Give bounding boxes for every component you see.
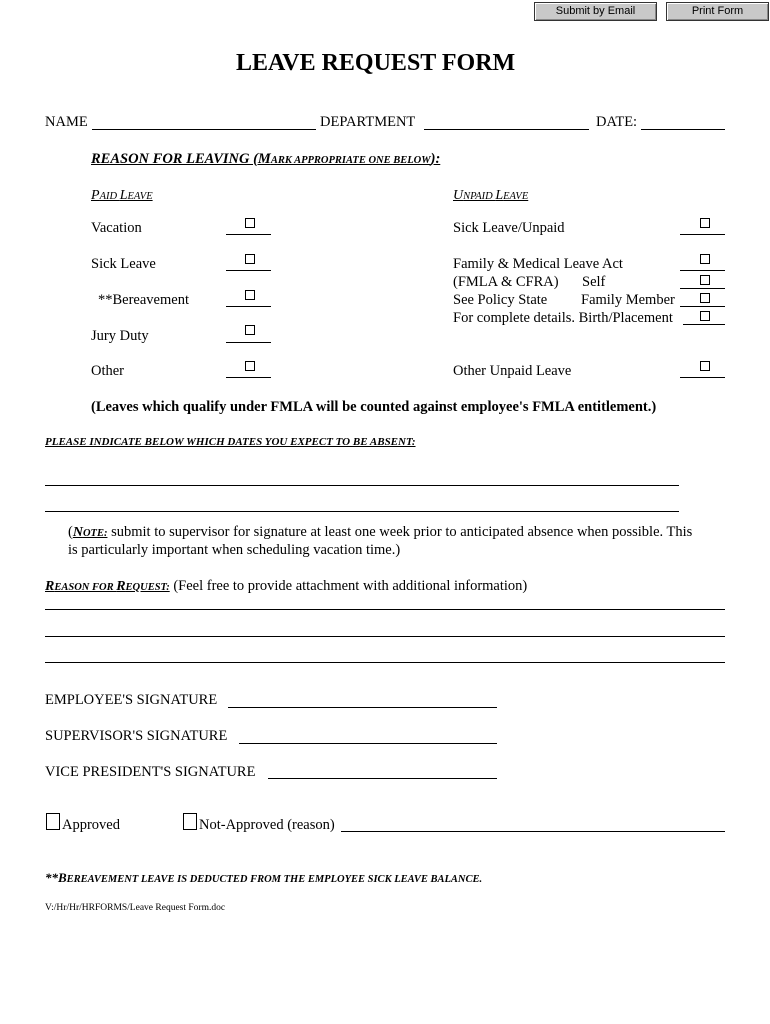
dates-line-1[interactable] xyxy=(45,485,679,486)
vacation-line xyxy=(226,234,271,235)
dates-line-2[interactable] xyxy=(45,511,679,512)
fmla-line-4: For complete details. Birth/Placement xyxy=(453,310,673,326)
print-form-button[interactable]: Print Form xyxy=(666,2,769,21)
bereavement-note: **BEREAVEMENT LEAVE IS DEDUCTED FROM THE EMPLOYEE SICK LEAVE BALANCE. xyxy=(45,870,483,885)
vp-signature-label: VICE PRESIDENT'S SIGNATURE xyxy=(45,764,256,780)
paid-item-other: Other xyxy=(91,363,125,379)
reason-for-request: REASON FOR REQUEST: (Feel free to provide attachment with additional information) xyxy=(45,578,528,594)
vp-signature-field[interactable] xyxy=(268,778,497,779)
approved-label: Approved xyxy=(62,817,120,833)
page-title: LEAVE REQUEST FORM xyxy=(236,50,516,76)
date-label: DATE: xyxy=(596,114,638,130)
family-member-line xyxy=(680,306,725,307)
footer-path: V:/Hr/Hr/HRFORMS/Leave Request Form.doc xyxy=(45,903,226,913)
name-label: NAME xyxy=(45,114,88,130)
other-unpaid-checkbox[interactable] xyxy=(700,361,710,371)
other-unpaid-line xyxy=(680,377,725,378)
date-field[interactable] xyxy=(641,129,725,130)
paid-item-jury-duty: Jury Duty xyxy=(91,328,149,344)
unpaid-item-sick: Sick Leave/Unpaid xyxy=(453,220,565,236)
family-member-label: Family Member xyxy=(581,292,675,308)
paid-item-sick-leave: Sick Leave xyxy=(91,256,156,272)
jury-duty-line xyxy=(226,342,271,343)
employee-signature-field[interactable] xyxy=(228,707,497,708)
fmla-line-1: Family & Medical Leave Act xyxy=(453,256,623,272)
supervisor-signature-field[interactable] xyxy=(239,743,497,744)
approved-checkbox[interactable] xyxy=(46,813,60,830)
not-approved-reason-field[interactable] xyxy=(341,831,725,832)
birth-placement-line xyxy=(683,324,725,325)
note-line-2: is particularly important when scheduling vacation time.) xyxy=(68,542,401,558)
fmla-checkbox[interactable] xyxy=(700,254,710,264)
paid-leave-heading: PAID LEAVE xyxy=(91,188,153,203)
unpaid-item-other: Other Unpaid Leave xyxy=(453,363,572,379)
not-approved-checkbox[interactable] xyxy=(183,813,197,830)
vacation-checkbox[interactable] xyxy=(245,218,255,228)
fmla-line-2: (FMLA & CFRA) xyxy=(453,274,559,290)
reason-line-3[interactable] xyxy=(45,662,725,663)
sick-unpaid-checkbox[interactable] xyxy=(700,218,710,228)
paid-item-vacation: Vacation xyxy=(91,220,142,236)
supervisor-signature-label: SUPERVISOR'S SIGNATURE xyxy=(45,728,228,744)
fmla-line xyxy=(680,270,725,271)
jury-duty-checkbox[interactable] xyxy=(245,325,255,335)
sick-leave-checkbox[interactable] xyxy=(245,254,255,264)
employee-signature-label: EMPLOYEE'S SIGNATURE xyxy=(45,692,218,708)
paid-item-bereavement: **Bereavement xyxy=(98,292,189,308)
fmla-self-label: Self xyxy=(582,274,606,290)
self-checkbox[interactable] xyxy=(700,275,710,285)
unpaid-leave-heading: UNPAID LEAVE xyxy=(453,188,529,203)
submit-by-email-button[interactable]: Submit by Email xyxy=(534,2,657,21)
dates-heading: PLEASE INDICATE BELOW WHICH DATES YOU EXPECT TO BE ABSENT: xyxy=(45,436,416,448)
department-field[interactable] xyxy=(424,129,589,130)
self-line xyxy=(680,288,725,289)
other-paid-checkbox[interactable] xyxy=(245,361,255,371)
department-label: DEPARTMENT xyxy=(320,114,416,130)
bereavement-line xyxy=(226,306,271,307)
name-field[interactable] xyxy=(92,129,316,130)
note-line-1: (NOTE: submit to supervisor for signature at least one week prior to anticipated absence when possible. This xyxy=(68,524,693,540)
sick-leave-line xyxy=(226,270,271,271)
family-member-checkbox[interactable] xyxy=(700,293,710,303)
not-approved-label: Not-Approved (reason) xyxy=(199,817,335,833)
reason-line-1[interactable] xyxy=(45,609,725,610)
reason-line-2[interactable] xyxy=(45,636,725,637)
reason-heading: REASON FOR LEAVING (MARK APPROPRIATE ONE BELOW): xyxy=(91,151,441,167)
fmla-line-3: See Policy State xyxy=(453,292,548,308)
sick-unpaid-line xyxy=(680,234,725,235)
fmla-note: (Leaves which qualify under FMLA will be counted against employee's FMLA entitlement.) xyxy=(91,399,657,415)
bereavement-checkbox[interactable] xyxy=(245,290,255,300)
birth-placement-checkbox[interactable] xyxy=(700,311,710,321)
other-paid-line xyxy=(226,377,271,378)
